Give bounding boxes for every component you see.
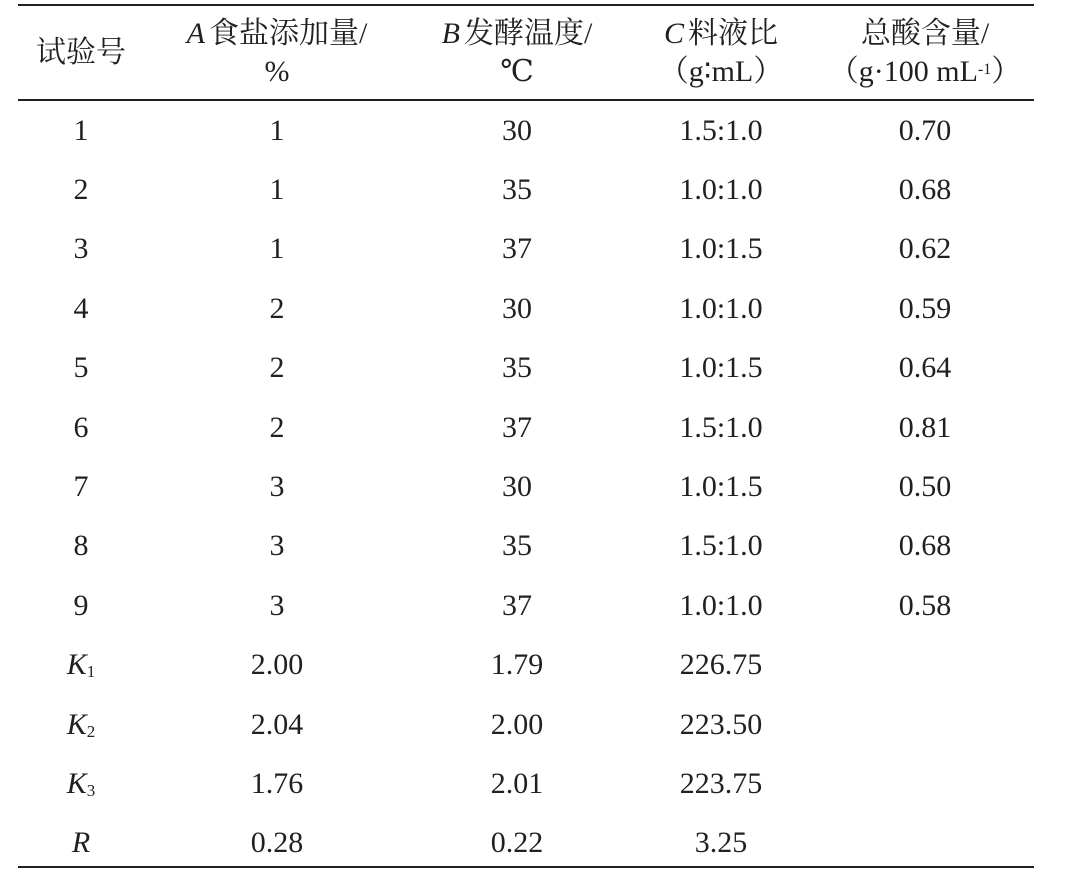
temperature-cell: 2.00 (490, 707, 544, 741)
unit-post: ） (991, 54, 1022, 88)
total-acid-cell: 0.68 (898, 173, 952, 207)
header-unit: % (264, 54, 290, 88)
stat-row (18, 695, 1034, 754)
trial-no-cell: 6 (73, 410, 89, 444)
stat-row (18, 636, 1034, 695)
header-total-acid (830, 6, 1020, 99)
trial-no-cell: 2 (73, 173, 89, 207)
temperature-cell: 37 (502, 232, 532, 266)
salt-cell: 2.00 (250, 648, 304, 682)
stat-subscript: 3 (86, 780, 96, 800)
ratio-cell: 1.0:1.0 (679, 588, 763, 622)
stat-label-cell (18, 695, 144, 754)
total-acid-cell: 0.64 (898, 351, 952, 385)
stat-symbol: K (66, 648, 87, 682)
total-acid-cell: 0.50 (898, 470, 952, 504)
trial-no-cell: 8 (73, 529, 89, 563)
stat-symbol: R (71, 826, 91, 860)
total-acid-cell: 0.62 (898, 232, 952, 266)
total-acid-cell: 0.59 (898, 291, 952, 325)
temperature-cell: 0.22 (490, 826, 544, 860)
ratio-cell: 1.0:1.5 (679, 470, 763, 504)
table-row (18, 339, 1034, 398)
table-bottom-rule (18, 866, 1034, 868)
ratio-cell: 1.0:1.5 (679, 232, 763, 266)
temperature-cell: 35 (502, 529, 532, 563)
salt-cell: 1 (269, 232, 285, 266)
header-label: 总酸含量/ (860, 16, 990, 50)
salt-cell: 0.28 (250, 826, 304, 860)
salt-cell: 3 (269, 470, 285, 504)
header-label: 发酵温度/ (463, 16, 593, 50)
header-label: 食盐添加量/ (208, 16, 368, 50)
ratio-cell: 1.5:1.0 (679, 410, 763, 444)
salt-cell: 2 (269, 351, 285, 385)
temperature-cell: 35 (502, 351, 532, 385)
stat-subscript: 2 (86, 721, 96, 741)
temperature-cell: 37 (502, 410, 532, 444)
table-body (18, 101, 1034, 873)
trial-no-cell: 5 (73, 351, 89, 385)
ratio-cell: 1.0:1.5 (679, 351, 763, 385)
trial-no-cell: 1 (73, 113, 89, 147)
salt-cell: 2.04 (250, 707, 304, 741)
trial-no-cell: 7 (73, 470, 89, 504)
header-salt (184, 6, 370, 99)
ratio-cell: 1.0:1.0 (679, 291, 763, 325)
temperature-cell: 1.79 (490, 648, 544, 682)
salt-cell: 2 (269, 291, 285, 325)
salt-cell: 2 (269, 410, 285, 444)
table-row (18, 398, 1034, 457)
stat-label-cell (18, 814, 144, 873)
trial-no-cell: 9 (73, 588, 89, 622)
total-acid-cell: 0.70 (898, 113, 952, 147)
unit-pre: （g·100 mL (828, 54, 978, 88)
stat-label-cell (18, 636, 144, 695)
header-unit: （g∶mL） (658, 54, 784, 88)
table-row (18, 160, 1034, 219)
ratio-cell: 226.75 (679, 648, 763, 682)
temperature-cell: 30 (502, 113, 532, 147)
stat-row (18, 754, 1034, 813)
table-header (18, 6, 1034, 99)
stat-symbol: K (66, 766, 87, 800)
header-unit: ℃ (500, 54, 534, 88)
header-var: C (663, 16, 684, 50)
header-var: A (186, 16, 205, 50)
stat-label-cell (18, 754, 144, 813)
temperature-cell: 37 (502, 588, 532, 622)
header-var: B (441, 16, 460, 50)
salt-cell: 1 (269, 173, 285, 207)
total-acid-cell: 0.58 (898, 588, 952, 622)
temperature-cell: 2.01 (490, 766, 544, 800)
table-row (18, 457, 1034, 516)
table-row (18, 220, 1034, 279)
trial-no-cell: 4 (73, 291, 89, 325)
unit-sup: -1 (977, 60, 992, 78)
stat-symbol: K (66, 707, 87, 741)
header-ratio (640, 6, 802, 99)
header-unit (829, 53, 1021, 91)
salt-cell: 3 (269, 588, 285, 622)
salt-cell: 3 (269, 529, 285, 563)
header-trial-no (18, 6, 144, 99)
ratio-cell: 3.25 (694, 826, 748, 860)
table-row (18, 101, 1034, 160)
header-line (664, 15, 778, 53)
stat-subscript: 1 (86, 662, 96, 682)
temperature-cell: 30 (502, 291, 532, 325)
table-row (18, 279, 1034, 338)
total-acid-cell: 0.81 (898, 410, 952, 444)
header-label: 试验号 (36, 35, 126, 69)
header-line (442, 15, 593, 53)
stat-row (18, 814, 1034, 873)
table-row (18, 576, 1034, 635)
trial-no-cell: 3 (73, 232, 89, 266)
header-temperature (422, 6, 612, 99)
salt-cell: 1 (269, 113, 285, 147)
ratio-cell: 223.50 (679, 707, 763, 741)
table-row (18, 517, 1034, 576)
ratio-cell: 1.5:1.0 (679, 529, 763, 563)
temperature-cell: 35 (502, 173, 532, 207)
ratio-cell: 1.0:1.0 (679, 173, 763, 207)
header-line (187, 15, 368, 53)
temperature-cell: 30 (502, 470, 532, 504)
ratio-cell: 223.75 (679, 766, 763, 800)
header-label: 料液比 (688, 16, 778, 50)
salt-cell: 1.76 (250, 766, 304, 800)
ratio-cell: 1.5:1.0 (679, 113, 763, 147)
total-acid-cell: 0.68 (898, 529, 952, 563)
